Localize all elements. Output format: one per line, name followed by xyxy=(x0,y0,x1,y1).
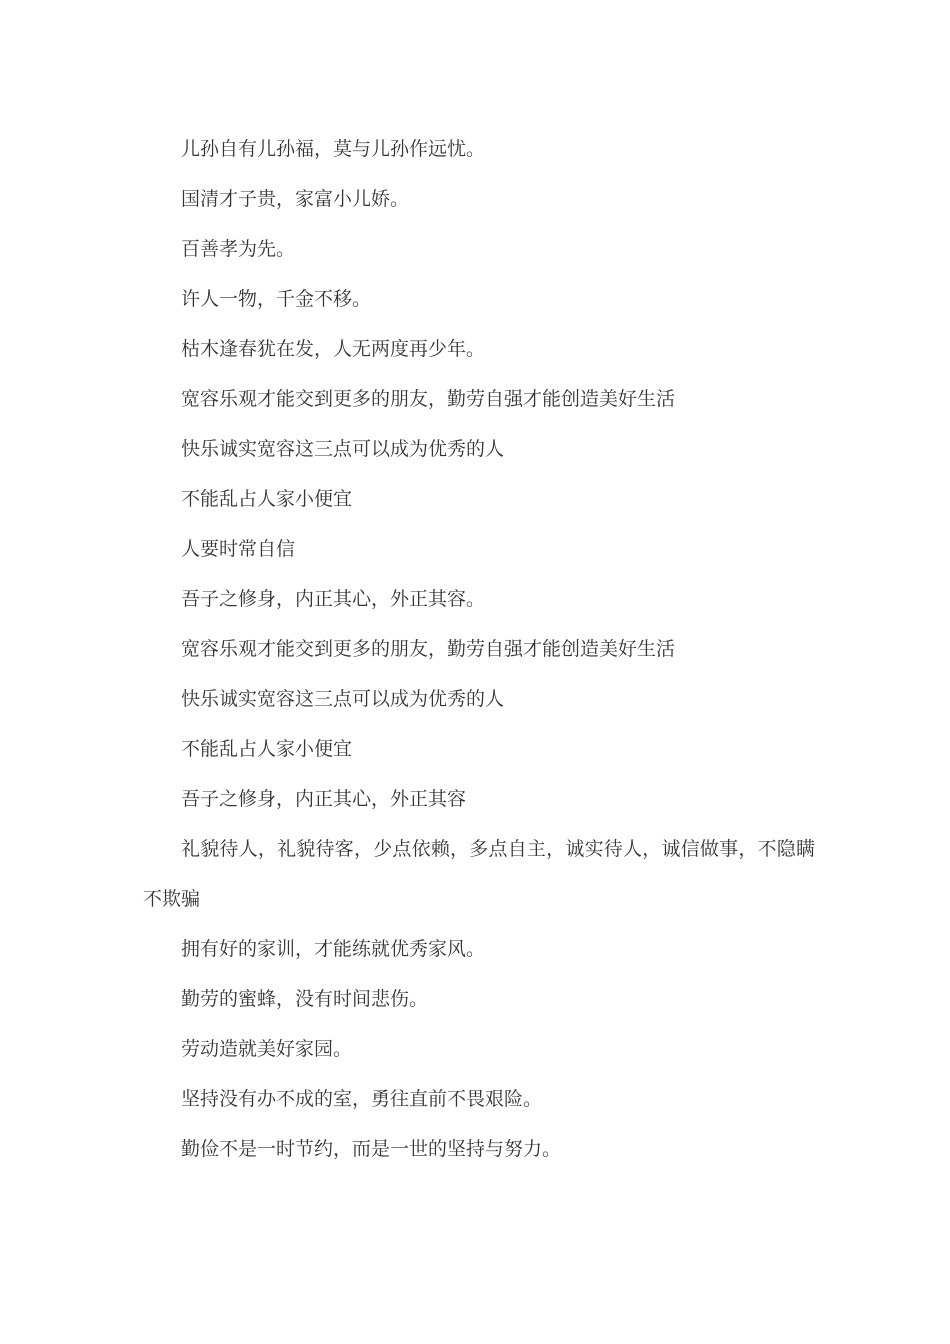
paragraph: 百善孝为先。 xyxy=(181,238,296,260)
paragraph: 快乐诚实宽容这三点可以成为优秀的人 xyxy=(181,688,505,710)
paragraph: 不能乱占人家小便宜 xyxy=(181,488,353,510)
paragraph: 人要时常自信 xyxy=(181,538,296,560)
paragraph: 勤劳的蜜蜂，没有时间悲伤。 xyxy=(181,988,429,1010)
paragraph: 拥有好的家训，才能练就优秀家风。 xyxy=(181,938,486,960)
paragraph: 不能乱占人家小便宜 xyxy=(181,738,353,760)
paragraph: 国清才子贵，家富小儿娇。 xyxy=(181,188,410,210)
paragraph: 劳动造就美好家园。 xyxy=(181,1038,353,1060)
paragraph: 坚持没有办不成的室，勇往直前不畏艰险。 xyxy=(181,1088,543,1110)
paragraph: 吾子之修身，内正其心，外正其容。 xyxy=(181,588,486,610)
paragraph: 宽容乐观才能交到更多的朋友，勤劳自强才能创造美好生活 xyxy=(181,388,676,410)
paragraph: 礼貌待人，礼貌待客，少点依赖，多点自主，诚实待人，诚信做事，不隐瞒不欺骗 xyxy=(143,838,815,910)
document-body xyxy=(143,124,815,1174)
paragraph: 吾子之修身，内正其心，外正其容 xyxy=(181,788,467,810)
paragraph: 勤俭不是一时节约，而是一世的坚持与努力。 xyxy=(181,1138,562,1160)
paragraph: 枯木逢春犹在发，人无两度再少年。 xyxy=(181,338,486,360)
paragraph: 快乐诚实宽容这三点可以成为优秀的人 xyxy=(181,438,505,460)
paragraph: 许人一物，千金不移。 xyxy=(181,288,372,310)
paragraph: 宽容乐观才能交到更多的朋友，勤劳自强才能创造美好生活 xyxy=(181,638,676,660)
paragraph: 儿孙自有儿孙福，莫与儿孙作远忧。 xyxy=(181,138,486,160)
